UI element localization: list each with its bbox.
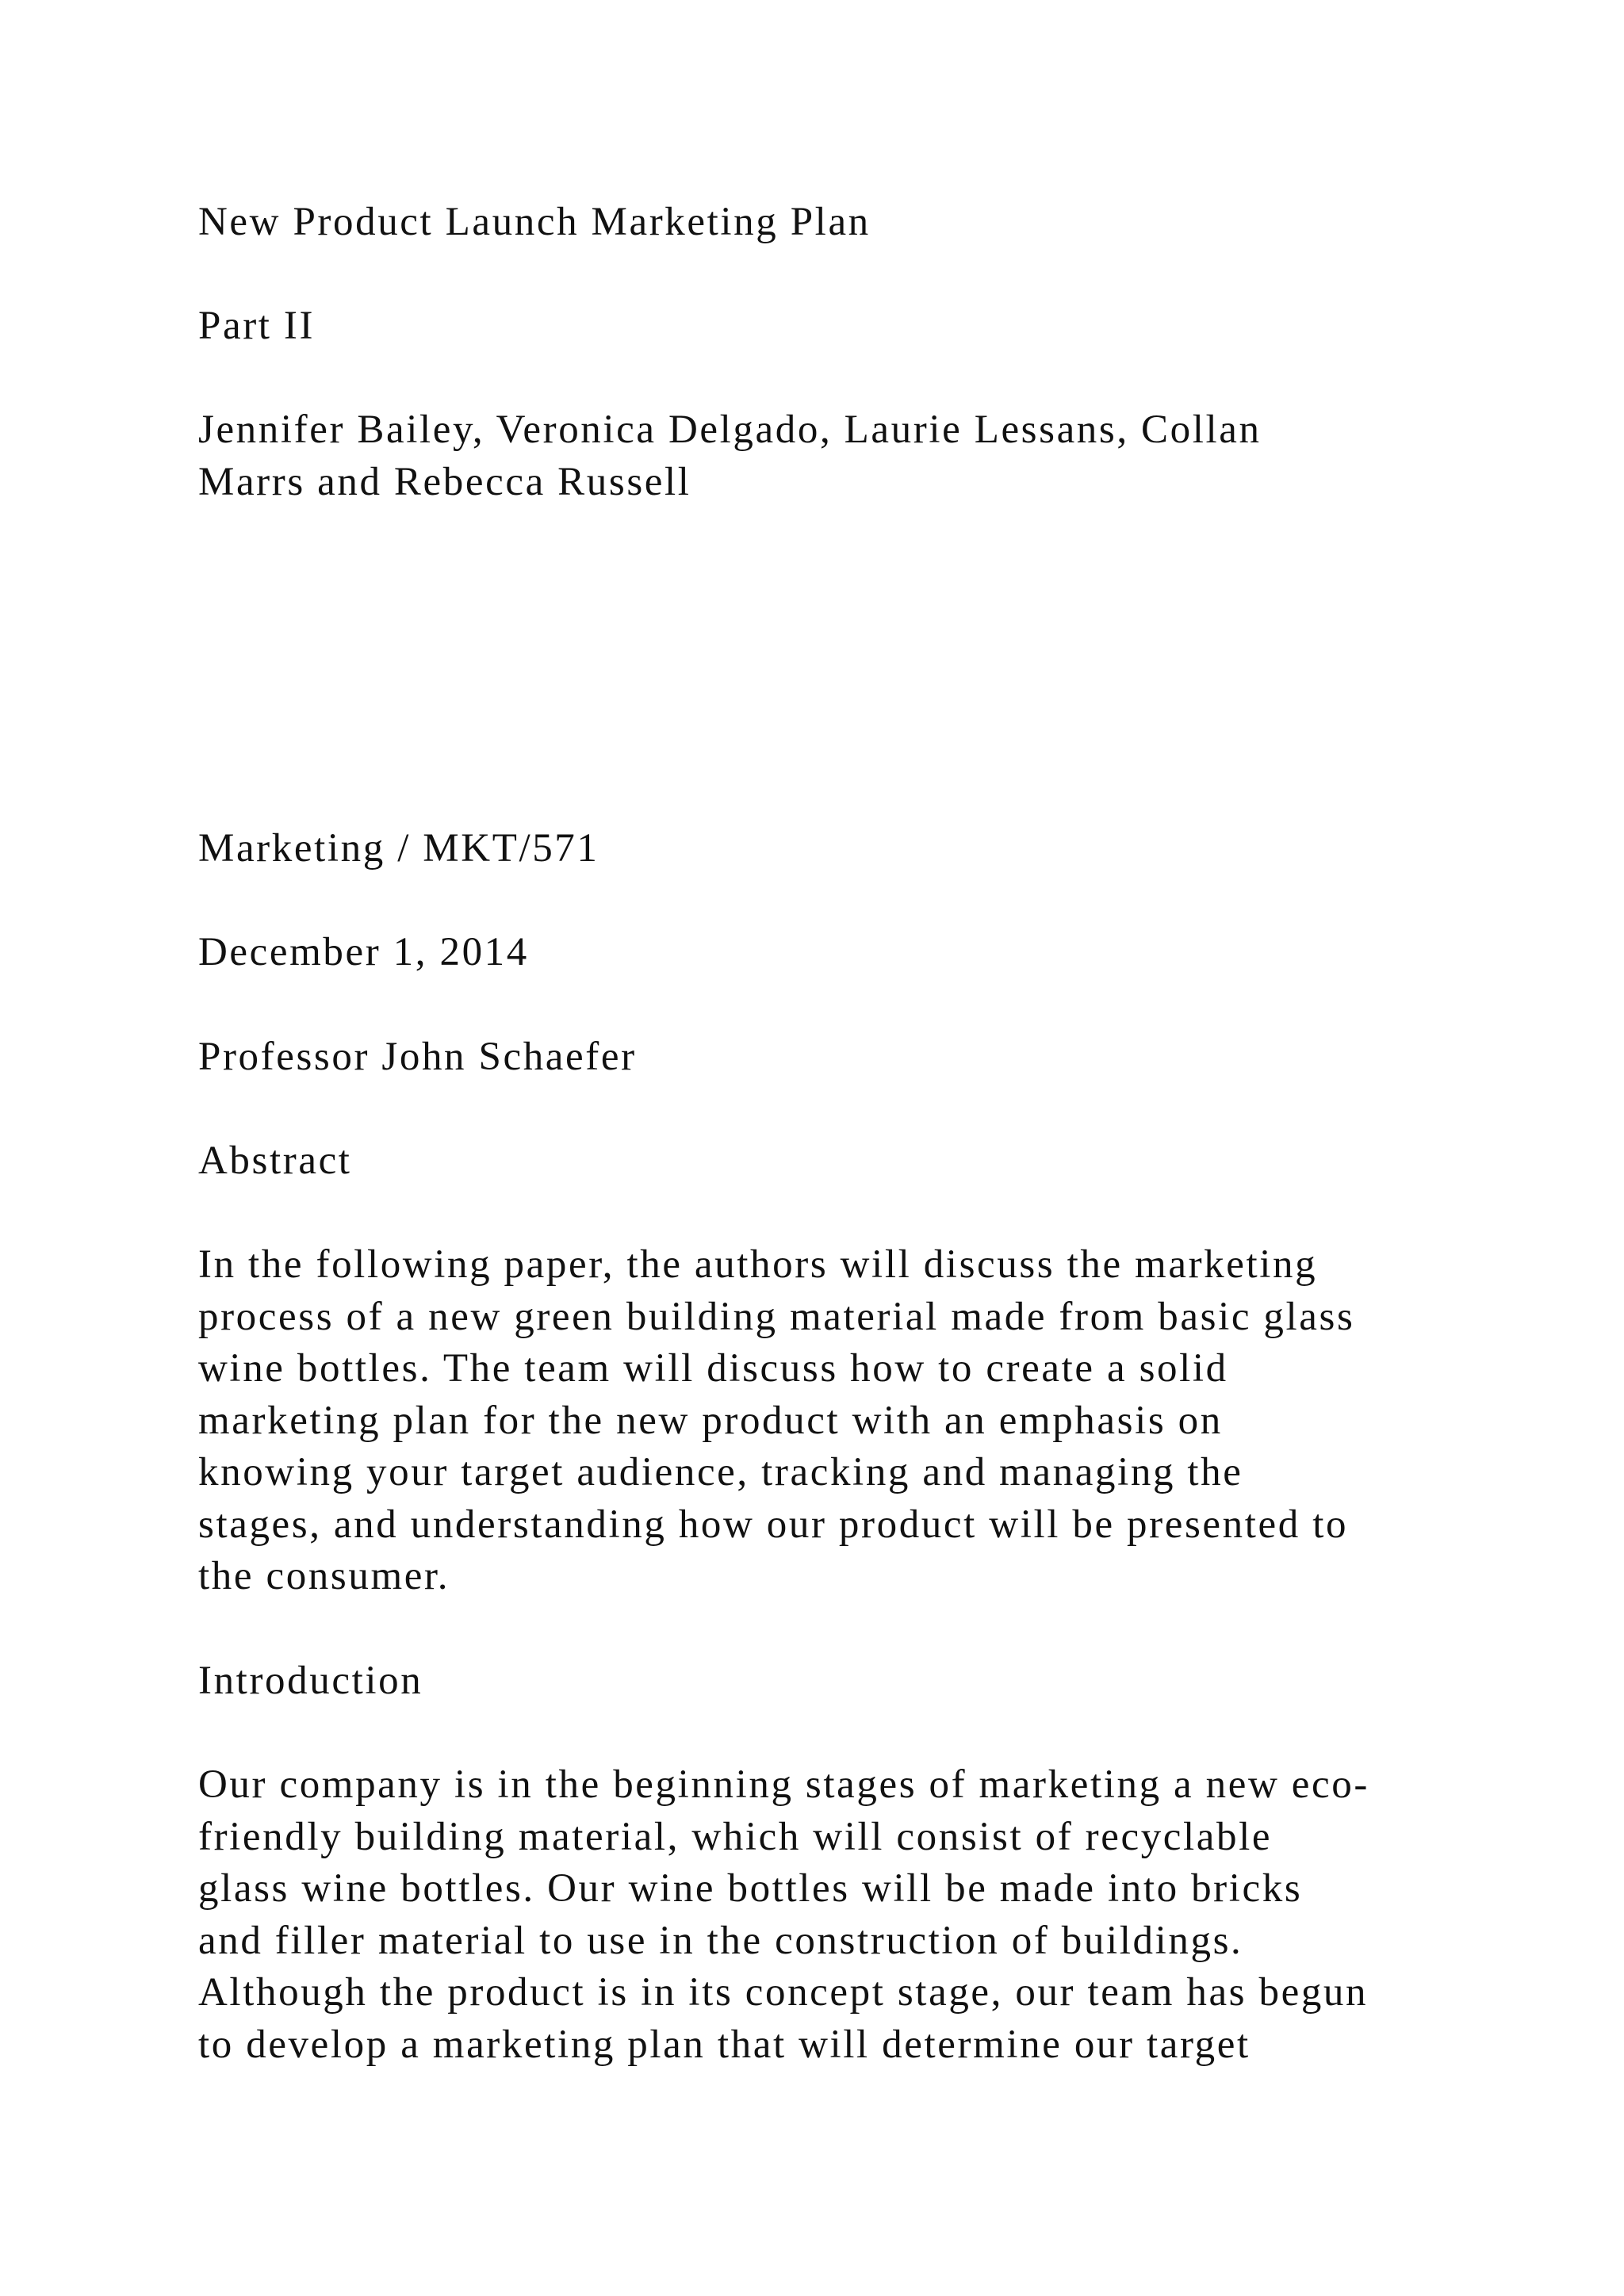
paragraph-line: to develop a marketing plan that will determine our target [198,2022,1251,2067]
paragraph-line: marketing plan for the new product with an emphasis on [198,1398,1223,1443]
introduction-paragraph [198,1759,1369,2071]
author-line: Marrs and Rebecca Russell [198,459,691,504]
document-date: December 1, 2014 [198,930,529,974]
paragraph-line: wine bottles. The team will discuss how to create a solid [198,1346,1228,1391]
course-label: Marketing / MKT/571 [198,826,599,871]
paragraph-line: knowing your target audience, tracking and managing the [198,1450,1243,1494]
paragraph-line: Our company is in the beginning stages of marketing a new eco- [198,1762,1369,1807]
paragraph-line: In the following paper, the authors will discuss the marketing [198,1242,1318,1287]
abstract-heading: Abstract [198,1138,352,1183]
professor-name: Professor John Schaefer [198,1035,637,1079]
paragraph-line: glass wine bottles. Our wine bottles will be made into bricks [198,1866,1303,1911]
paragraph-line: process of a new green building material made from basic glass [198,1294,1355,1339]
author-line: Jennifer Bailey, Veronica Delgado, Laurie Lessans, Collan [198,408,1262,452]
part-label: Part II [198,304,316,348]
author-list [198,404,1262,508]
document-title: New Product Launch Marketing Plan [198,200,871,244]
paragraph-line: the consumer. [198,1554,450,1598]
paragraph-line: Although the product is in its concept stage, our team has begun [198,1970,1369,2015]
paragraph-line: and filler material to use in the construction of buildings. [198,1918,1243,1963]
paragraph-line: friendly building material, which will consist of recyclable [198,1814,1273,1859]
abstract-paragraph [198,1239,1354,1603]
paragraph-line: stages, and understanding how our product will be presented to [198,1502,1349,1547]
introduction-heading: Introduction [198,1659,423,1703]
